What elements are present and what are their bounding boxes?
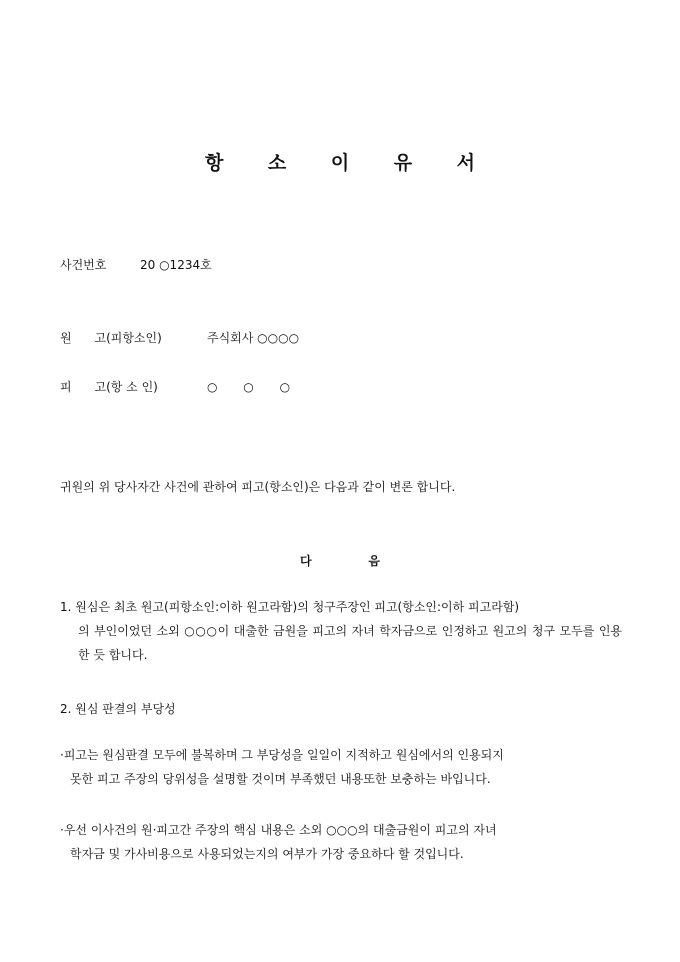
paragraph-2: 2. 원심 판결의 부당성 — [60, 702, 176, 716]
paragraph-1-continuation: 의 부인이었던 소외 ○○○이 대출한 금원을 피고의 자녀 학자금으로 인정하고 원고의 청구 모두를 인용한 듯 합니다. — [78, 624, 622, 662]
plaintiff-value: 주식회사 ○○○○ — [207, 331, 300, 345]
defendant-value: ○ ○ ○ — [207, 380, 291, 394]
paragraph-1 — [60, 595, 622, 667]
title-char: 서 — [456, 152, 475, 174]
defendant-label: 피 고(항 소 인) — [60, 380, 158, 394]
intro-statement: 귀원의 위 당사자간 사건에 관하여 피고(항소인)은 다음과 같이 변론 합니다. — [60, 480, 456, 494]
paragraph-1-line: 1. 원심은 최초 원고(피항소인:이하 원고라함)의 청구주장인 피고(항소인:이하 피고라함) — [60, 600, 520, 614]
case-number-label: 사건번호 — [60, 258, 107, 272]
paragraph-4-continuation: 학자금 및 가사비용으로 사용되었는지의 여부가 가장 중요하다 할 것입니다. — [70, 847, 464, 861]
title-char: 항 — [205, 152, 224, 174]
case-number-value: 20 ○1234호 — [140, 258, 212, 272]
paragraph-4-line: ·우선 이사건의 원·피고간 주장의 핵심 내용은 소외 ○○○의 대출금원이 피고의 자녀 — [60, 823, 497, 837]
section-heading — [300, 552, 380, 569]
paragraph-3-line: ·피고는 원심판결 모두에 불복하며 그 부당성을 일일이 지적하고 원심에서의 인용되지 — [60, 748, 504, 762]
document-title — [205, 148, 475, 175]
paragraph-3 — [60, 743, 622, 791]
paragraph-3-continuation: 못한 피고 주장의 당위성을 설명할 것이며 부족했던 내용또한 보충하는 바입니다. — [70, 772, 491, 786]
title-char: 유 — [393, 152, 413, 174]
paragraph-4 — [60, 818, 622, 866]
title-char: 이 — [330, 152, 350, 174]
plaintiff-label: 원 고(피항소인) — [60, 331, 162, 345]
heading-char: 음 — [368, 554, 380, 568]
title-char: 소 — [267, 152, 287, 174]
heading-char: 다 — [300, 554, 312, 568]
